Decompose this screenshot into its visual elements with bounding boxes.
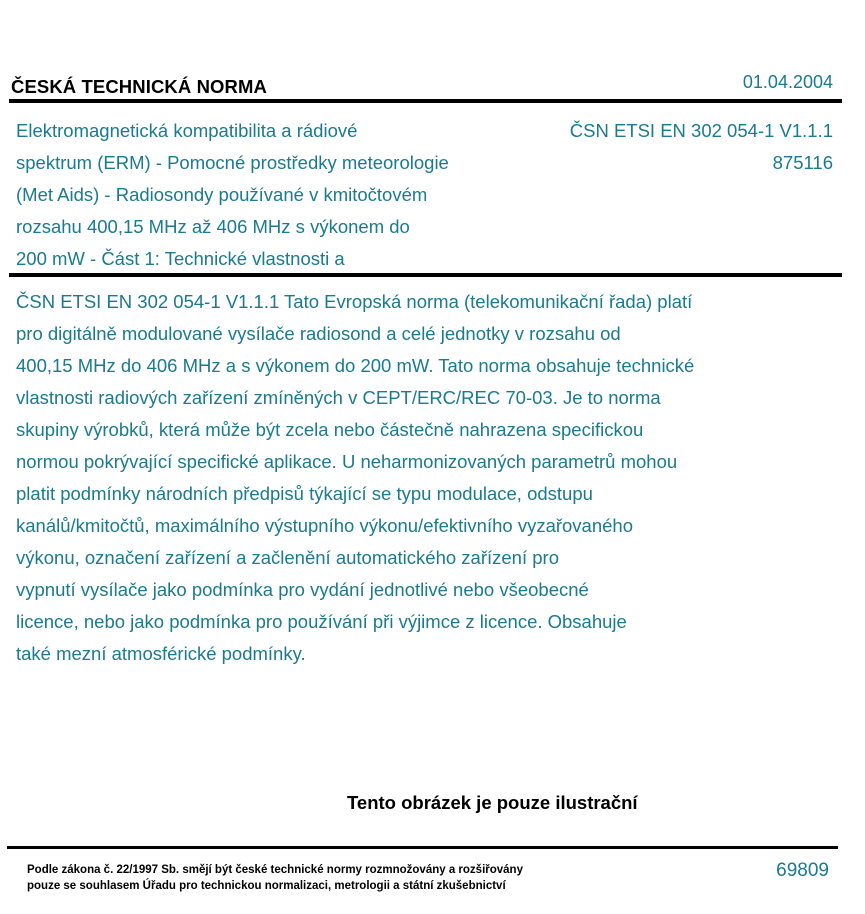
- standard-title-line: 200 mW - Část 1: Technické vlastnosti a: [16, 248, 345, 269]
- page-title: ČESKÁ TECHNICKÁ NORMA: [11, 76, 267, 97]
- abstract-line: výkonu, označení zařízení a začlenění automatického zařízení pro: [16, 547, 559, 568]
- legal-notice-line: Podle zákona č. 22/1997 Sb. smějí být české technické normy rozmnožovány a rozšiřovány: [27, 864, 523, 876]
- document-id: 69809: [776, 860, 829, 881]
- catalog-number: 875116: [772, 152, 833, 173]
- abstract-line: pro digitálně modulované vysílače radiosond a celé jednotky v rozsahu od: [16, 323, 621, 344]
- standard-title-line: rozsahu 400,15 MHz až 406 MHz s výkonem do: [16, 216, 410, 237]
- header-divider: [9, 99, 842, 103]
- illustration-notice: Tento obrázek je pouze ilustrační: [347, 792, 638, 813]
- abstract-line: platit podmínky národních předpisů týkající se typu modulace, odstupu: [16, 483, 593, 504]
- abstract-line: ČSN ETSI EN 302 054-1 V1.1.1 Tato Evropská norma (telekomunikační řada) platí: [16, 291, 693, 312]
- standard-identifiers: [570, 115, 833, 179]
- abstract-line: licence, nebo jako podmínka pro používání při výjimce z licence. Obsahuje: [16, 611, 627, 632]
- abstract-line: skupiny výrobků, která může být zcela nebo částečně nahrazena specifickou: [16, 419, 644, 440]
- abstract-line: normou pokrývající specifické aplikace. U neharmonizovaných parametrů mohou: [16, 451, 678, 472]
- effective-date: 01.04.2004: [742, 72, 833, 92]
- abstract-line: vypnutí vysílače jako podmínka pro vydání jednotlivé nebo všeobecné: [16, 579, 589, 600]
- legal-notice-line: pouze se souhlasem Úřadu pro technickou normalizaci, metrologii a státní zkušebnictví: [27, 880, 506, 892]
- title-divider: [9, 273, 842, 277]
- footer-divider: [7, 846, 838, 849]
- abstract-line: také mezní atmosférické podmínky.: [16, 643, 306, 664]
- abstract-line: vlastnosti radiových zařízení zmíněných v CEPT/ERC/REC 70-03. Je to norma: [16, 387, 661, 408]
- legal-notice: [27, 862, 523, 894]
- standard-title-line: Elektromagnetická kompatibilita a rádiové: [16, 120, 358, 141]
- abstract-line: kanálů/kmitočtů, maximálního výstupního výkonu/efektivního vyzařovaného: [16, 515, 633, 536]
- abstract-line: 400,15 MHz do 406 MHz a s výkonem do 200 mW. Tato norma obsahuje technické: [16, 355, 695, 376]
- standard-title-line: (Met Aids) - Radiosondy používané v kmitočtovém: [16, 184, 428, 205]
- standard-designation: ČSN ETSI EN 302 054-1 V1.1.1: [569, 120, 833, 141]
- abstract: [16, 286, 846, 670]
- standard-title-line: spektrum (ERM) - Pomocné prostředky meteorologie: [16, 152, 449, 173]
- standard-title: [16, 115, 526, 275]
